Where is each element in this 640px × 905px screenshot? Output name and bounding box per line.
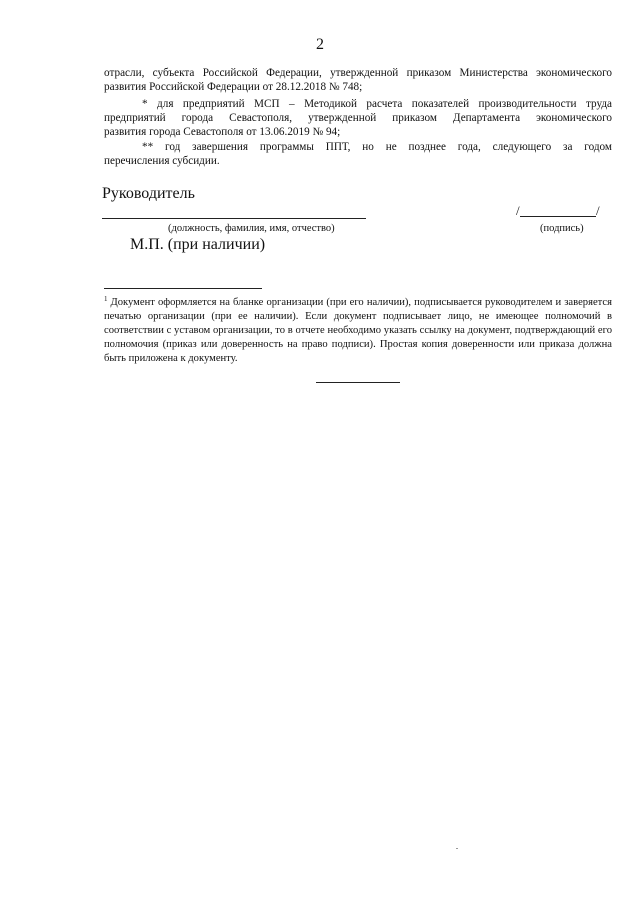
text-line: ** год завершения программы ППТ, но не позднее года, следующего за годом <box>142 141 612 153</box>
signature-heading: Руководитель <box>102 185 195 202</box>
signature-slash-right: / <box>596 203 600 218</box>
footnote-marker: 1 <box>104 295 108 303</box>
text-line: перечисления субсидии. <box>104 155 220 167</box>
text-line: отрасли, субъекта Российской Федерации, утвержденной приказом Министерства экономического <box>104 67 612 79</box>
signature-slash-left: / <box>516 203 520 218</box>
footnote <box>104 292 612 366</box>
paragraph-program-end <box>104 140 612 168</box>
footnote-text: Документ оформляется на бланке организации (при его наличии), подписывается руководителем и заверяется печатью организации (при ее наличии). Если документ подписывает лицо, не имеющее полномочий в соответствии с уставом организации, то в отчете необходимо указать ссылку на документ, подтверждающий его полномочия (приказ или доверенность на право подписи). Простая копия доверенности или приказа должна быть приложена к документу. <box>104 297 612 364</box>
text-line: * для предприятий МСП – Методикой расчета показателей производительности труда <box>142 98 612 110</box>
text-line: развития города Севастополя от 13.06.2019 № 94; <box>104 126 341 138</box>
signature-caption: (подпись) <box>540 223 584 234</box>
text-line: развития Российской Федерации от 28.12.2018 № 748; <box>104 81 363 93</box>
end-of-document-rule <box>316 382 400 383</box>
paragraph-msp-methodology <box>104 97 612 139</box>
page-number: 2 <box>316 36 324 53</box>
scan-speck <box>456 848 458 849</box>
position-caption: (должность, фамилия, имя, отчество) <box>168 223 335 234</box>
footnote-separator <box>104 288 262 289</box>
text-line: предприятий города Севастополя, утвержденной приказом Департамента экономического <box>104 112 612 124</box>
signature-line <box>520 216 596 217</box>
paragraph-continuation <box>104 66 612 94</box>
stamp-placeholder: М.П. (при наличии) <box>130 236 266 253</box>
position-signature-line <box>102 218 366 219</box>
